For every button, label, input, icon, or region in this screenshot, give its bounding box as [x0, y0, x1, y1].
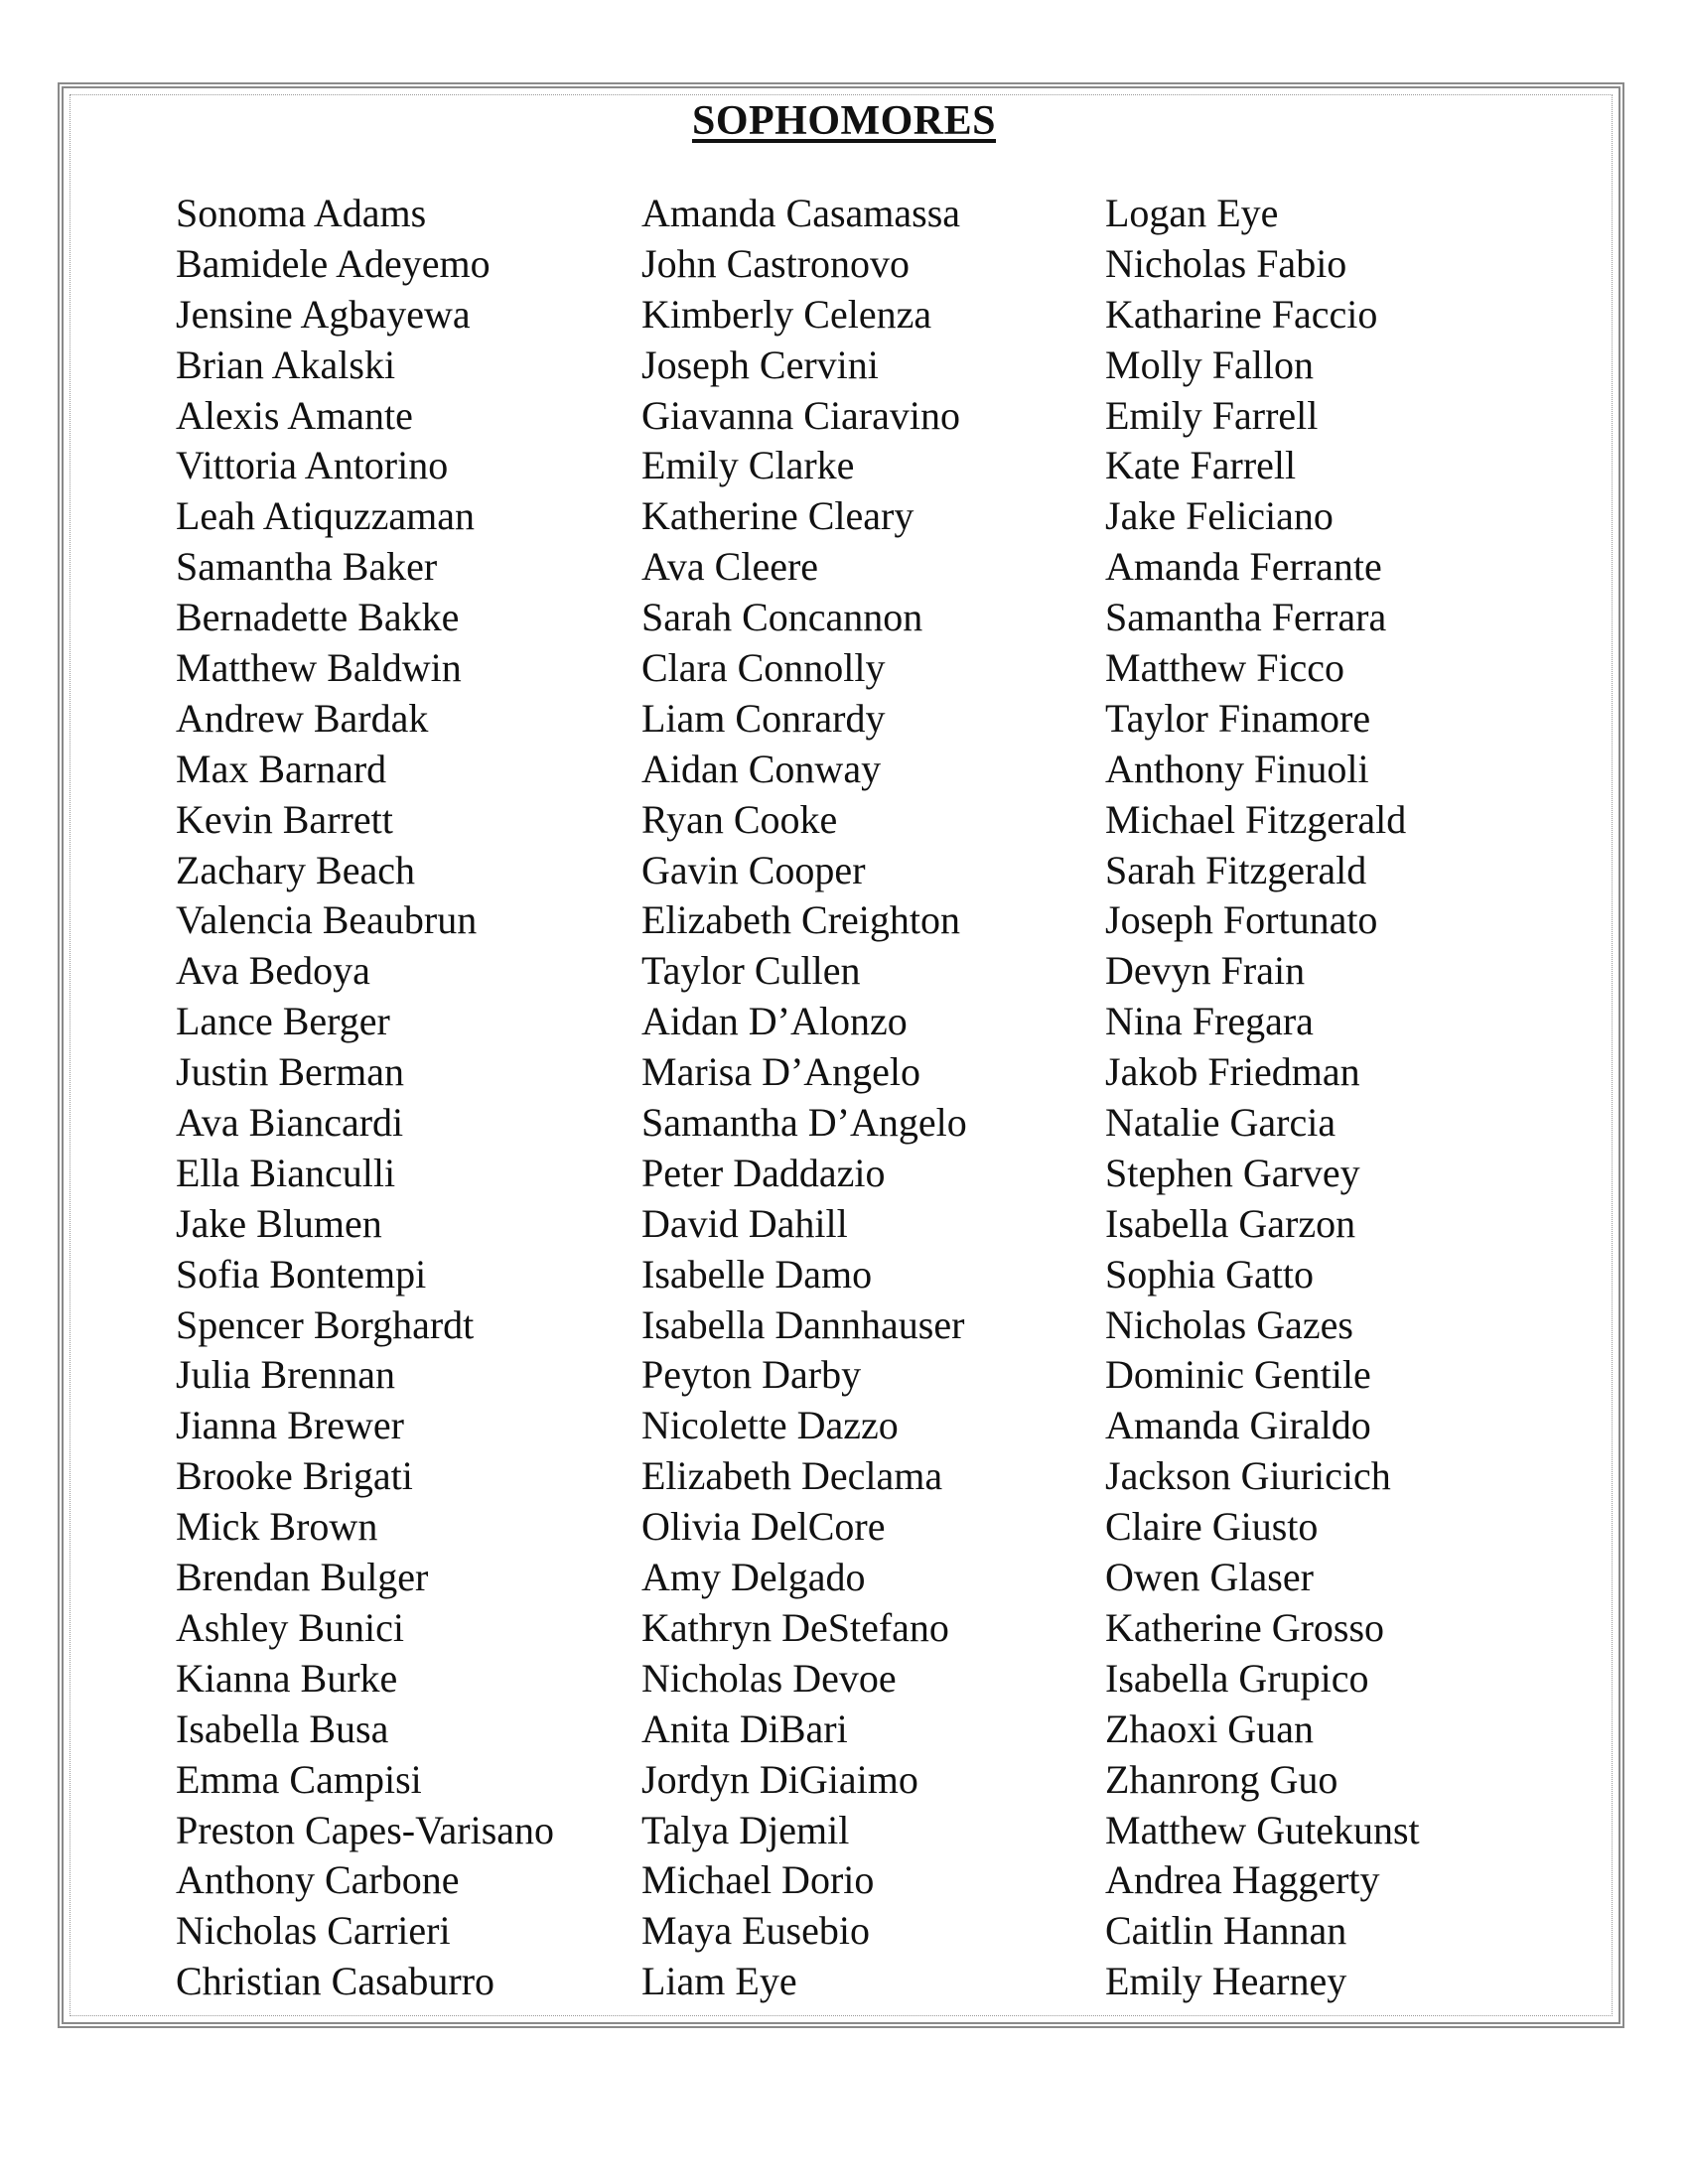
student-name: Nicholas Gazes — [1105, 1301, 1353, 1347]
student-name: Jake Feliciano — [1105, 493, 1334, 539]
student-name: Bernadette Bakke — [176, 595, 460, 640]
student-name: Ryan Cooke — [641, 796, 838, 842]
student-name: Max Barnard — [176, 746, 387, 791]
student-name: Christian Casaburro — [176, 1959, 495, 2004]
student-name: Isabella Busa — [176, 1706, 389, 1751]
student-name: Vittoria Antorino — [176, 443, 449, 488]
student-name: Samantha Baker — [176, 544, 438, 590]
student-name: Aidan Conway — [641, 746, 882, 791]
student-name: Katherine Grosso — [1105, 1604, 1385, 1650]
student-name: Sarah Concannon — [641, 595, 923, 640]
student-name: Jakob Friedman — [1105, 1049, 1360, 1095]
student-name: Michael Fitzgerald — [1105, 796, 1407, 842]
student-name: Ashley Bunici — [176, 1604, 404, 1650]
student-name: Isabelle Damo — [641, 1251, 873, 1297]
page-title: SOPHOMORES — [691, 98, 997, 144]
student-name: Olivia DelCore — [641, 1504, 886, 1550]
student-name: Jensine Agbayewa — [176, 291, 471, 337]
student-name: Stephen Garvey — [1105, 1150, 1360, 1195]
student-name: Lance Berger — [176, 999, 390, 1044]
student-name: Emma Campisi — [176, 1756, 422, 1802]
student-name: Elizabeth Declama — [641, 1453, 943, 1499]
student-name: Amanda Ferrante — [1105, 544, 1382, 590]
name-column-1 — [176, 189, 554, 2007]
student-name: Nicholas Devoe — [641, 1655, 897, 1701]
student-name: Isabella Garzon — [1105, 1200, 1356, 1246]
student-name: Mick Brown — [176, 1504, 378, 1550]
student-name: Nina Fregara — [1105, 999, 1314, 1044]
student-name: Zhaoxi Guan — [1105, 1706, 1314, 1751]
student-name: Kathryn DeStefano — [641, 1604, 949, 1650]
student-name: Jordyn DiGiaimo — [641, 1756, 918, 1802]
student-name: Samantha Ferrara — [1105, 595, 1387, 640]
student-name: Logan Eye — [1105, 191, 1279, 235]
student-name: Leah Atiquzzaman — [176, 493, 475, 539]
student-name: Zhanrong Guo — [1105, 1756, 1338, 1802]
student-name: Devyn Frain — [1105, 948, 1306, 994]
student-name: Gavin Cooper — [641, 847, 866, 892]
student-name: Ava Bedoya — [176, 948, 370, 994]
student-name: Alexis Amante — [176, 392, 413, 438]
student-name: Julia Brennan — [176, 1352, 396, 1398]
student-name: Anita DiBari — [641, 1706, 848, 1751]
student-name: Sonoma Adams — [176, 191, 427, 235]
student-name: Nicolette Dazzo — [641, 1403, 899, 1448]
student-name: Liam Conrardy — [641, 695, 886, 741]
student-name: Nicholas Fabio — [1105, 240, 1347, 286]
student-name: Katherine Cleary — [641, 493, 914, 539]
student-name: Preston Capes-Varisano — [176, 1807, 555, 1852]
student-name: Brian Akalski — [176, 341, 396, 387]
student-name: Michael Dorio — [641, 1857, 875, 1903]
student-name: Marisa D’Angelo — [641, 1049, 921, 1095]
student-name: Joseph Cervini — [641, 341, 879, 387]
student-name: Matthew Gutekunst — [1105, 1807, 1420, 1852]
student-name: Kianna Burke — [176, 1655, 398, 1701]
student-name: Ava Biancardi — [176, 1100, 404, 1146]
student-name: Emily Clarke — [641, 443, 855, 488]
student-name: Owen Glaser — [1105, 1555, 1314, 1600]
student-name: Giavanna Ciaravino — [641, 392, 960, 438]
student-name: Kevin Barrett — [176, 796, 393, 842]
student-name: John Castronovo — [641, 240, 910, 286]
student-name: Emily Farrell — [1105, 392, 1319, 438]
student-name: Zachary Beach — [176, 847, 415, 892]
name-column-3 — [1105, 189, 1420, 2007]
student-name: Sarah Fitzgerald — [1105, 847, 1367, 892]
student-name: Andrea Haggerty — [1105, 1857, 1380, 1903]
student-name: Caitlin Hannan — [1105, 1908, 1347, 1954]
student-name: Justin Berman — [176, 1049, 404, 1095]
student-name: Anthony Carbone — [176, 1857, 460, 1903]
student-name: Natalie Garcia — [1105, 1100, 1336, 1146]
student-name: Taylor Finamore — [1105, 695, 1371, 741]
student-name: Ella Bianculli — [176, 1150, 396, 1195]
student-name: David Dahill — [641, 1200, 848, 1246]
student-name: Claire Giusto — [1105, 1504, 1319, 1550]
student-name: Andrew Bardak — [176, 695, 429, 741]
student-name: Katharine Faccio — [1105, 291, 1378, 337]
student-name: Amy Delgado — [641, 1555, 866, 1600]
student-name: Elizabeth Creighton — [641, 897, 961, 943]
student-name: Matthew Ficco — [1105, 645, 1345, 691]
student-name: Aidan D’Alonzo — [641, 999, 908, 1044]
student-name: Jake Blumen — [176, 1200, 382, 1246]
student-name: Anthony Finuoli — [1105, 746, 1369, 791]
student-name: Isabella Dannhauser — [641, 1301, 965, 1347]
student-name: Jianna Brewer — [176, 1403, 404, 1448]
student-name: Peter Daddazio — [641, 1150, 886, 1195]
student-name: Brooke Brigati — [176, 1453, 413, 1499]
student-name: Kimberly Celenza — [641, 291, 932, 337]
student-name: Matthew Baldwin — [176, 645, 462, 691]
student-name: Nicholas Carrieri — [176, 1908, 451, 1954]
student-name: Sophia Gatto — [1105, 1251, 1314, 1297]
student-name: Molly Fallon — [1105, 341, 1315, 387]
student-name: Ava Cleere — [641, 544, 819, 590]
student-name: Emily Hearney — [1105, 1959, 1347, 2004]
student-name: Peyton Darby — [641, 1352, 862, 1398]
student-name: Dominic Gentile — [1105, 1352, 1371, 1398]
student-name: Sofia Bontempi — [176, 1251, 427, 1297]
student-name: Valencia Beaubrun — [176, 897, 478, 943]
student-name: Spencer Borghardt — [176, 1301, 475, 1347]
student-name: Taylor Cullen — [641, 948, 861, 994]
student-name: Jackson Giuricich — [1105, 1453, 1391, 1499]
student-name: Clara Connolly — [641, 645, 886, 691]
student-name: Maya Eusebio — [641, 1908, 870, 1954]
student-name: Amanda Casamassa — [641, 191, 961, 235]
student-name: Isabella Grupico — [1105, 1655, 1369, 1701]
student-name: Bamidele Adeyemo — [176, 240, 491, 286]
student-name: Amanda Giraldo — [1105, 1403, 1371, 1448]
student-name: Liam Eye — [641, 1959, 797, 2004]
student-name: Brendan Bulger — [176, 1555, 429, 1600]
student-name: Samantha D’Angelo — [641, 1100, 967, 1146]
student-name: Joseph Fortunato — [1105, 897, 1378, 943]
student-name: Talya Djemil — [641, 1807, 850, 1852]
name-column-2 — [641, 189, 967, 2007]
student-name: Kate Farrell — [1105, 443, 1297, 488]
